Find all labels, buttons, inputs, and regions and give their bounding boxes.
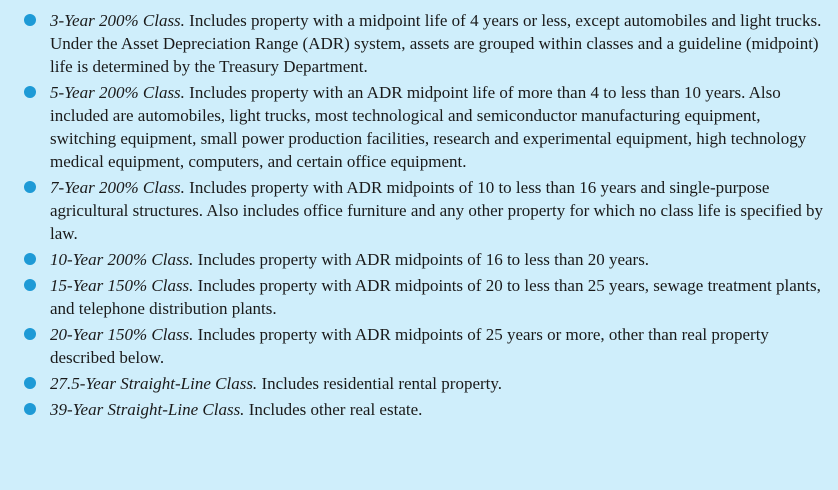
class-description: Includes property with ADR midpoints of 25 years or more, other than real property described below. xyxy=(50,325,769,367)
bullet-icon xyxy=(24,279,36,291)
class-term: 20-Year 150% Class. xyxy=(50,325,194,344)
bullet-icon xyxy=(24,253,36,265)
bullet-icon xyxy=(24,181,36,193)
bullet-icon xyxy=(24,403,36,415)
list-item-15-year xyxy=(20,274,824,320)
list-item-10-year xyxy=(20,248,824,271)
class-term: 15-Year 150% Class. xyxy=(50,276,194,295)
depreciation-class-list xyxy=(20,9,824,421)
class-description: Includes property with a midpoint life of 4 years or less, except automobiles and light trucks. Under the Asset Depreciation Range (ADR) system, assets are grouped within classes and a guideline (midpoint) life is determined by the Treasury Department. xyxy=(50,11,822,76)
list-item-3-year xyxy=(20,9,824,78)
list-item-20-year xyxy=(20,323,824,369)
class-description: Includes property with an ADR midpoint life of more than 4 to less than 10 years. Also included are automobiles, light trucks, most technological and semiconductor manufacturing equipment, switching equipment, small power production facilities, research and experimental equipment, high technology medical equipment, computers, and certain office equipment. xyxy=(50,83,807,171)
list-item-7-year xyxy=(20,176,824,245)
class-term: 27.5-Year Straight-Line Class. xyxy=(50,374,258,393)
class-term: 39-Year Straight-Line Class. xyxy=(50,400,245,419)
list-item-5-year xyxy=(20,81,824,173)
bullet-icon xyxy=(24,14,36,26)
list-item-27-5-year xyxy=(20,372,824,395)
class-term: 5-Year 200% Class. xyxy=(50,83,185,102)
class-term: 7-Year 200% Class. xyxy=(50,178,185,197)
bullet-icon xyxy=(24,86,36,98)
bullet-icon xyxy=(24,377,36,389)
list-item-39-year xyxy=(20,398,824,421)
class-description: Includes property with ADR midpoints of 16 to less than 20 years. xyxy=(193,250,650,269)
class-description: Includes property with ADR midpoints of 20 to less than 25 years, sewage treatment plants, and telephone distribution plants. xyxy=(50,276,821,318)
class-description: Includes property with ADR midpoints of 10 to less than 16 years and single-purpose agricultural structures. Also includes office furniture and any other property for which no class life is specified by law. xyxy=(50,178,823,243)
bullet-icon xyxy=(24,328,36,340)
class-term: 3-Year 200% Class. xyxy=(50,11,185,30)
class-description: Includes residential rental property. xyxy=(257,374,503,393)
class-description: Includes other real estate. xyxy=(244,400,423,419)
class-term: 10-Year 200% Class. xyxy=(50,250,194,269)
